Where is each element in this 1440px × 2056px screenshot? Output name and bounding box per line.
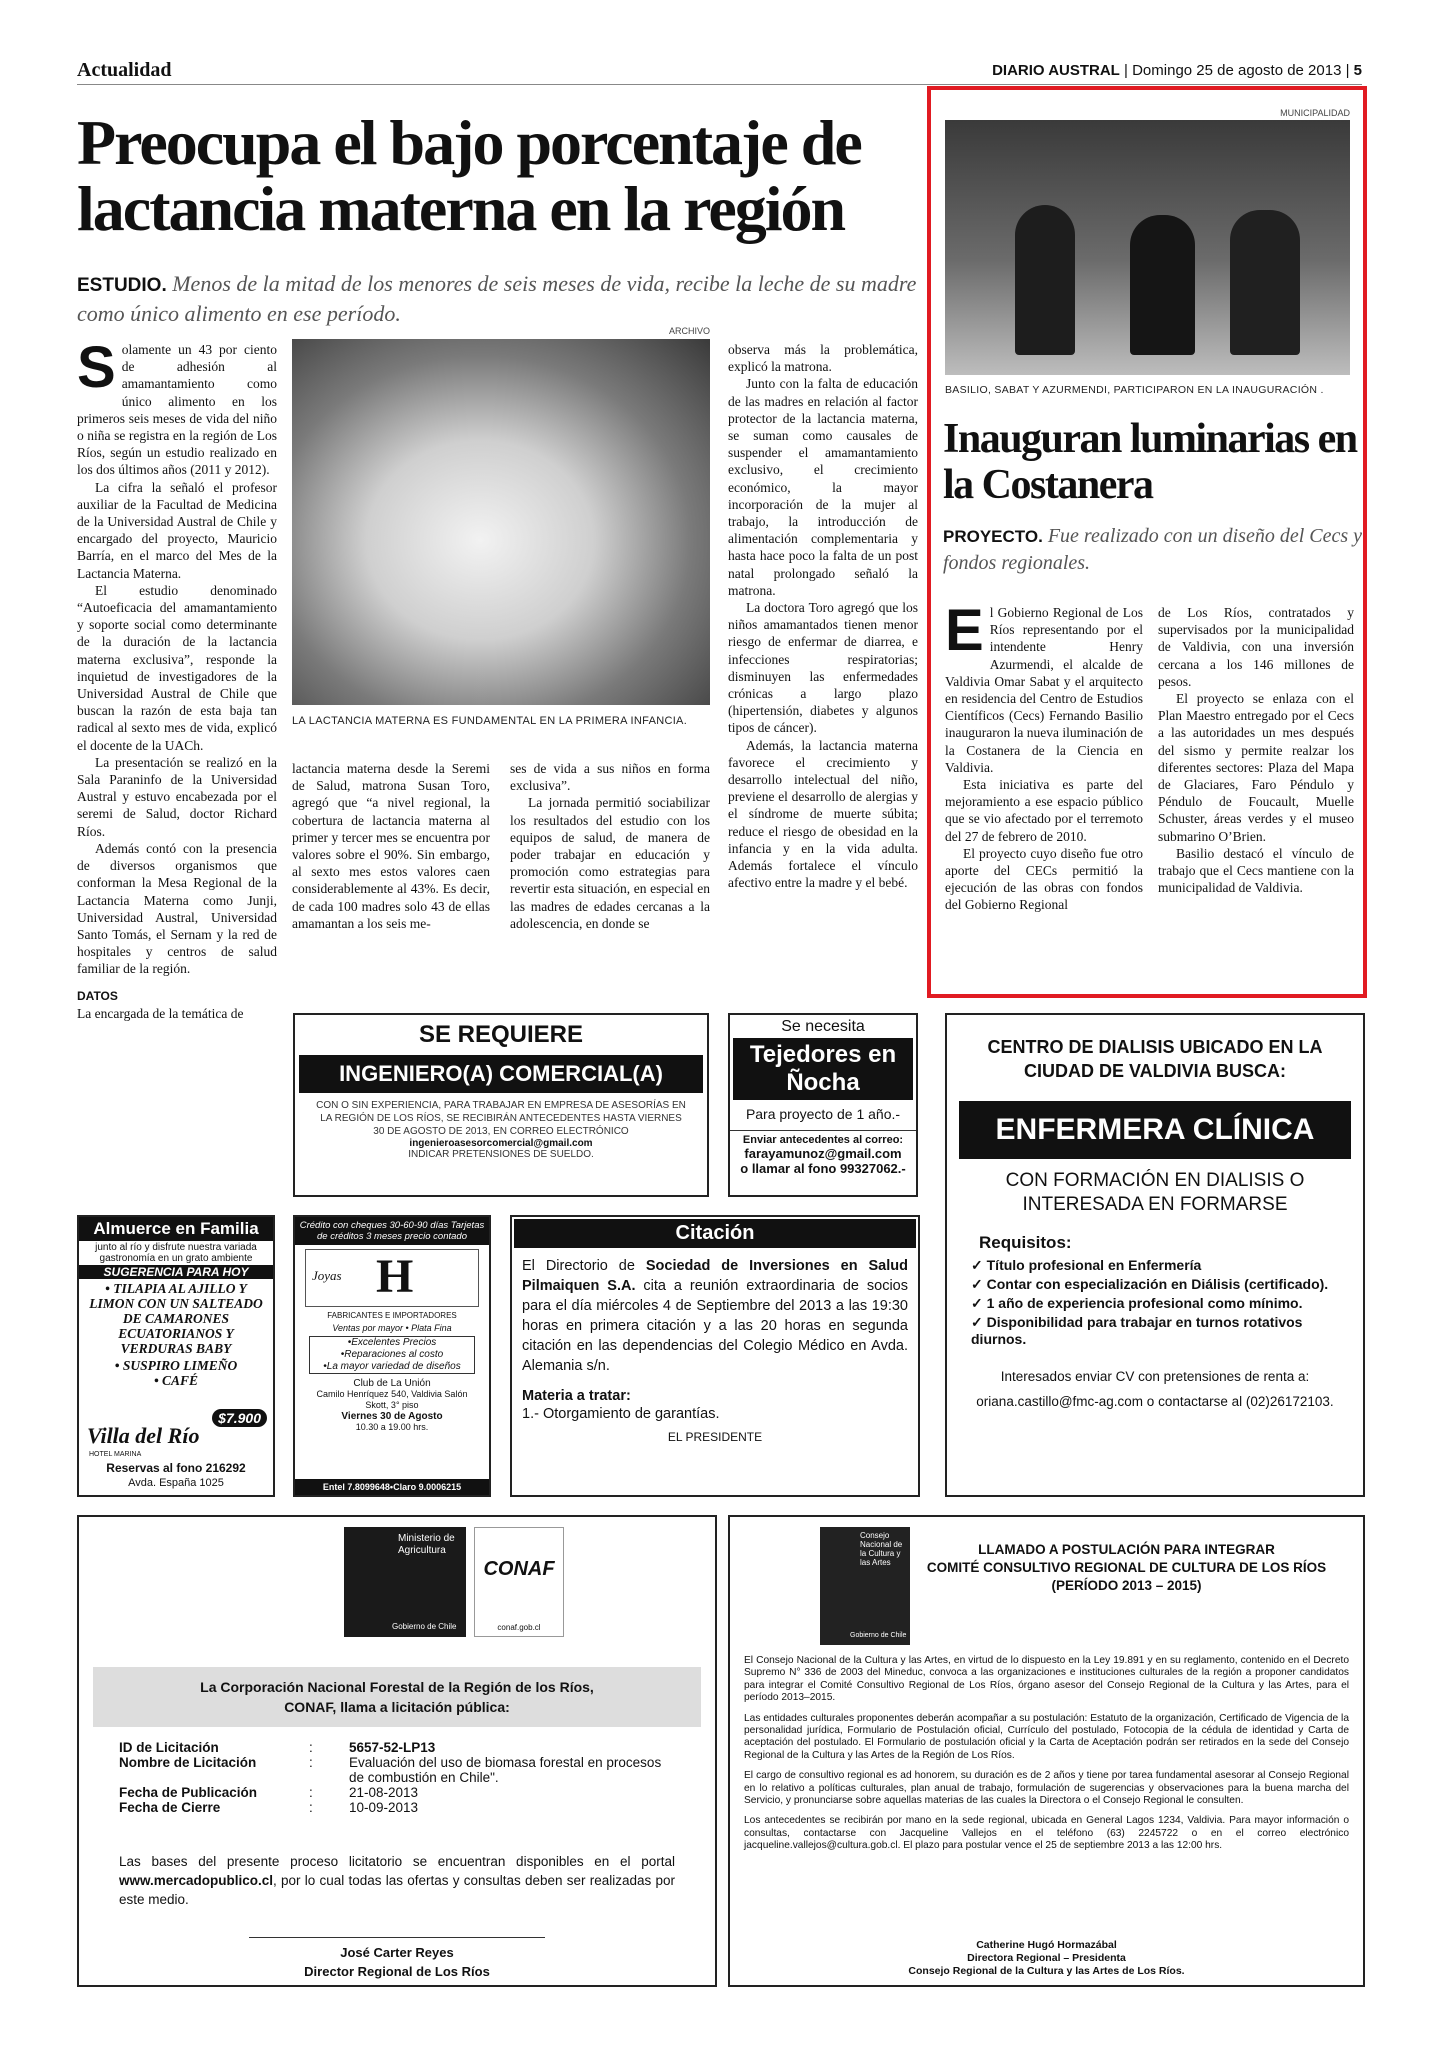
logo-text: CONAF	[483, 1558, 555, 1580]
bullet-box	[309, 1336, 475, 1374]
ad-banner: SUGERENCIA PARA HOY	[79, 1265, 273, 1279]
brand-logo: Villa del Río	[87, 1423, 200, 1448]
ad-subtitle: Materia a tratar:	[522, 1388, 631, 1404]
ad-citacion	[510, 1215, 920, 1497]
side-deck-text: Fue realizado con un diseño del Cecs y fondos regionales.	[943, 525, 1363, 574]
title-line: COMITÉ CONSULTIVO REGIONAL DE CULTURA DE LOS RÍOS	[926, 1560, 1327, 1575]
datos-label: DATOS	[77, 988, 118, 1003]
table-row: Nombre de Licitación : Evaluación del uso de biomasa forestal en procesos de combustión en Chile".	[119, 1755, 662, 1785]
paragraph: La presentación se realizó en la Sala Paraninfo de la Universidad Austral y estuvo encabezada por el seremi de Salud, doctor Richard Ríos.	[77, 754, 277, 839]
ad-body	[744, 1655, 1349, 1861]
ad-role: ENFERMERA CLÍNICA	[959, 1101, 1351, 1159]
paragraph: ses de vida a sus niños en forma exclusiva”.	[510, 761, 710, 794]
ad-role: INGENIERO(A) COMERCIAL(A)	[299, 1055, 703, 1093]
tender-table	[119, 1740, 679, 1815]
side-headline: Inauguran luminarias en la Costanera	[943, 416, 1357, 508]
drop-cap: S	[77, 335, 116, 400]
brand-box	[305, 1249, 479, 1307]
brand-logo: H	[376, 1250, 414, 1303]
side-column-1	[945, 598, 1143, 914]
ad-body: CON O SIN EXPERIENCIA, PARA TRABAJAR EN EMPRESA DE ASESORÍAS EN LA REGIÓN DE LOS RÍOS, SE RECIBIRÁN ANTECEDENTES HASTA VIERNES 30 DE AGOSTO DE 2013, EN CORREO ELECTRÓNICO	[316, 1100, 686, 1137]
list-item: ✓ 1 año de experiencia profesional como mínimo.	[971, 1295, 1303, 1311]
company-name: Sociedad de Inversiones en Salud Pilmaiquen S.A.	[522, 1258, 908, 1294]
gov-label: Gobierno de Chile	[392, 1622, 457, 1631]
ad-dialisis	[945, 1013, 1365, 1497]
paragraph: olamente un 43 por ciento de adhesión al amamantamiento como único alimento en los primeros seis meses de vida del niño o niña se registra en la región de Los Ríos, según un estudio realizado en los dos últimos años (2011 y 2012).	[77, 342, 277, 478]
ad-contact: oriana.castillo@fmc-ag.com o contactarse al (02)26172103.	[976, 1394, 1334, 1409]
ad-cultura	[728, 1515, 1365, 1987]
ad-body: Las bases del presente proceso licitatorio se encuentran disponibles en el portal www.mercadopublico.cl, por lo cual todas las ofertas y consultas deben ser realizadas por este medio.	[119, 1854, 675, 1907]
list-item: 1.- Otorgamiento de garantías.	[522, 1406, 720, 1422]
main-deck-text: Menos de la mitad de los menores de seis meses de vida, recibe la leche de su madre como único alimento en ese período.	[77, 271, 917, 326]
main-kicker: ESTUDIO.	[77, 275, 167, 296]
ad-phone: o llamar al fono 99327062.-	[740, 1161, 906, 1176]
ministry-logo	[344, 1527, 466, 1637]
ad-line: Camilo Henríquez 540, Valdivia Salón Skott, 3° piso	[316, 1389, 468, 1410]
list-item: ✓ Contar con especialización en Diálisis (certificado).	[971, 1276, 1329, 1292]
list-item: ✓ Título profesional en Enfermería	[971, 1257, 1202, 1273]
tender-link[interactable]: www.mercadopublico.cl	[119, 1873, 274, 1888]
side-deck	[943, 523, 1363, 576]
main-column-1	[77, 335, 277, 1022]
table-row: ID de Licitación : 5657-52-LP13	[119, 1740, 436, 1755]
inauguration-photo	[945, 120, 1350, 375]
signature-block	[730, 1939, 1363, 1978]
paragraph: La encargada de la temática de	[77, 1005, 244, 1021]
ad-line: 10.30 a 19.00 hrs.	[355, 1422, 429, 1432]
paragraph: Esta iniciativa es parte del mejoramiento a ese espacio público que se vio afectado por el terremoto del 27 de febrero de 2010.	[945, 777, 1143, 844]
list-item: •Reparaciones al costo	[340, 1349, 444, 1360]
council-name: Consejo Nacional de la Cultura y las Artes	[860, 1531, 903, 1567]
menu-item: • TILAPIA AL AJILLO Y LIMON CON UN SALTEADO DE CAMARONES ECUATORIANOS Y VERDURAS BABY	[89, 1281, 263, 1356]
photo-caption: LA LACTANCIA MATERNA ES FUNDAMENTAL EN LA PRIMERA INFANCIA.	[292, 715, 688, 727]
list-item: •Excelentes Precios	[347, 1337, 437, 1348]
drop-cap: E	[945, 598, 984, 663]
ad-phones: Entel 7.8099648•Claro 9.0006215	[295, 1479, 489, 1495]
ad-line: Se necesita	[781, 1018, 865, 1035]
paragraph: Basilio destacó el vínculo de trabajo que el Cecs mantiene con la municipalidad de Valdivia.	[1158, 845, 1354, 896]
paragraph: observa más la problemática, explicó la matrona.	[728, 342, 918, 375]
signer-role: Directora Regional – Presidenta	[967, 1952, 1126, 1964]
signer-role: Director Regional de Los Ríos	[304, 1964, 490, 1979]
ad-tag: FABRICANTES E IMPORTADORES	[327, 1311, 457, 1320]
title-line: (PERÍODO 2013 – 2015)	[1051, 1578, 1202, 1593]
ad-line: Viernes 30 de Agosto	[341, 1411, 443, 1422]
page-number: 5	[1353, 62, 1362, 79]
side-kicker: PROYECTO.	[943, 527, 1043, 546]
brand-side: Joyas	[312, 1268, 342, 1283]
ad-ingeniero	[293, 1013, 709, 1197]
paragraph: El cargo de consultivo regional es ad honorem, su duración es de 2 años y tiene por tarea fundamental asesorar al Consejo Regional en lo relativo a políticas culturales, plan anual de trabajo, formulación de sugerencias y observaciones para la buena marcha del Servicio, y pronunciarse sobre aquellas materias de las cuales la Directora o el Consejo Regional le consulten.	[744, 1770, 1349, 1807]
ad-contact: Interesados enviar CV con pretensiones de renta a:	[1000, 1369, 1310, 1384]
gov-label: Gobierno de Chile	[850, 1632, 907, 1639]
ad-title: Tejedores en Ñocha	[733, 1038, 913, 1100]
ad-email: ingenieroasesorcomercial@gmail.com	[409, 1138, 593, 1149]
menu-item: • CAFÉ	[153, 1373, 199, 1388]
address: Avda. España 1025	[128, 1477, 224, 1489]
main-column-4	[728, 341, 918, 892]
menu-item: • SUSPIRO LIMEÑO	[114, 1358, 238, 1373]
paragraph: Las entidades culturales proponentes deberán acompañar a su postulación: Estatuto de la organización, Certificado de Vigencia de la personalidad jurídica, Formulario de Postulación oficial, Currículo del postulado, Fotocopia de la cédula de identidad y Carta de aceptación del postulado. El Formulario de postulación oficial y la Carta de Aceptación podrán ser retirados en la sede del Consejo Regional de la Cultura y las Artes de la Región de Los Ríos.	[744, 1712, 1349, 1761]
site-label: conaf.gob.cl	[497, 1623, 541, 1632]
ad-email: farayamunoz@gmail.com	[744, 1146, 902, 1161]
ad-req-title: Requisitos:	[979, 1233, 1072, 1252]
ad-body: El Directorio de Sociedad de Inversiones en Salud Pilmaiquen S.A. cita a reunión extraordinaria de socios para el día miércoles 4 de Septiembre del 2013 a las 19:30 horas en primera citación y a las 20 horas en segunda citación en las dependencias del Colegio Médico en Avda. Alemania s/n.	[522, 1258, 908, 1374]
photo-credit: ARCHIVO	[668, 326, 710, 336]
paragraph: Junto con la falta de educación de las madres en relación al factor protector de la lactancia materna, se suman como causales de suspender el amamantamiento exclusivo, el crecimiento económico, la mayor incorporación de la mujer al trabajo, la introducción de alimentación complementaria y hasta hace poco la falta de un post natal prolongado señaló la matrona.	[728, 376, 918, 598]
list-item: ✓ Disponibilidad para trabajar en turnos rotativos diurnos.	[971, 1314, 1303, 1347]
main-column-3	[510, 760, 710, 932]
ad-top: Crédito con cheques 30-60-90 días Tarjetas de créditos 3 meses precio contado	[295, 1217, 489, 1245]
ad-line: Para proyecto de 1 año.-	[745, 1106, 901, 1122]
council-logo	[820, 1527, 910, 1645]
issue-date: Domingo 25 de agosto de 2013	[1132, 62, 1342, 79]
ad-line: Ventas por mayor • Plata Fina	[332, 1323, 452, 1333]
paragraph: La jornada permitió sociabilizar los resultados del estudio con los equipos de salud, de manera de poder trabajar en educación y promoción como estrategias para revertir esta situación, en especial en las madres de edades cercanas a la adolescencia, en donde se	[510, 795, 710, 931]
ad-footer: INDICAR PRETENSIONES DE SUELDO.	[408, 1149, 594, 1160]
main-column-2	[292, 760, 490, 932]
ad-title: CENTRO DE DIALISIS UBICADO EN LA CIUDAD DE VALDIVIA BUSCA:	[987, 1037, 1323, 1081]
main-headline: Preocupa el bajo porcentaje de lactancia materna en la región	[77, 107, 861, 244]
ad-title: La Corporación Nacional Forestal de la Región de los Ríos, CONAF, llama a licitación pública:	[93, 1667, 701, 1727]
ad-subtitle: junto al río y disfrute nuestra variada gastronomía en un grato ambiente	[95, 1242, 257, 1264]
ad-title: Almuerce en Familia	[79, 1217, 273, 1241]
paragraph: Además contó con la presencia de diversos organismos que conforman la Mesa Regional de la Lactancia Materna como Junji, Universidad Austral, Universidad Santo Tomás, el Sernam y la red de hospitales y centros de salud familiar de la región.	[77, 840, 277, 977]
section-label: Actualidad	[77, 59, 172, 81]
breastfeeding-photo	[292, 339, 710, 705]
signer-name: José Carter Reyes	[340, 1945, 454, 1960]
paragraph: El proyecto se enlaza con el Plan Maestro entregado por el Cecs a las autoridades un mes después del sismo y permite realzar los diferentes sectores: Plaza del Mapa de Glaciares, Faro Péndulo y Péndulo de Foucault, Muelle Schuster, áreas verdes y el museo submarino O’Brien.	[1158, 691, 1354, 844]
paragraph: Además, la lactancia materna favorece el crecimiento y desarrollo intelectual del niño, previene el desarrollo de alergias y el síndrome de muerte súbita; reduce el riesgo de obesidad en la infancia y en la vida adulta. Además fortalece el vínculo afectivo entre la madre y el bebé.	[728, 737, 918, 891]
ad-jewelry	[293, 1215, 491, 1497]
reservas: Reservas al fono 216292	[106, 1461, 246, 1475]
ad-title: SE REQUIERE	[418, 1021, 584, 1048]
ad-tejedores	[728, 1013, 918, 1197]
side-column-2	[1158, 604, 1354, 896]
paragraph: l Gobierno Regional de Los Ríos representando por el intendente Henry Azurmendi, el alcalde de Valdivia Omar Sabat y el arquitecto en residencia del Centro de Estudios Científicos (Cecs) Fernando Basilio inauguraron la nueva iluminación de la Costanera de la Ciencia en Valdivia.	[945, 605, 1143, 775]
masthead: DIARIO AUSTRAL | Domingo 25 de agosto de 2013 | 5	[992, 62, 1362, 79]
table-row: Fecha de Cierre : 10-09-2013	[119, 1800, 419, 1815]
title-line: LLAMADO A POSTULACIÓN PARA INTEGRAR	[978, 1542, 1275, 1557]
paragraph: El estudio denominado “Autoeficacia del amamantamiento y soporte social como determinante de la duración de la lactancia materna exclusiva”, responde la inquietud de investigadores de la Universidad Austral de Chile que buscan la razón de esta baja tan radical al sexto mes de vida, explicó el docente de la UACh.	[77, 582, 277, 753]
main-deck	[77, 270, 917, 328]
paragraph: El Consejo Nacional de la Cultura y las Artes, en virtud de lo dispuesto en la Ley 19.891 y en su reglamento, contenido en el Decreto Supremo N° 336 de 2003 del Mineduc, convoca a las organizaciones e instituciones culturales de la región a proponer candidatos para integrar el Comité Consultivo Regional de Los Ríos, órgano asesor del Consejo Regional de la Cultura y las Artes, para el período 2013–2015.	[744, 1655, 1349, 1704]
header-rule	[77, 84, 1362, 85]
paragraph: El proyecto cuyo diseño fue otro aporte del CECs permitió la ejecución de las obras con fondos del Gobierno Regional	[945, 845, 1143, 913]
photo-caption: BASILIO, SABAT Y AZURMENDI, PARTICIPARON EN LA INAUGURACIÓN .	[945, 384, 1324, 396]
ad-title: Citación	[514, 1219, 916, 1248]
ad-line: Enviar antecedentes al correo:	[730, 1130, 916, 1146]
ad-signature: EL PRESIDENTE	[667, 1430, 763, 1444]
price-badge: $7.900	[212, 1409, 267, 1427]
ad-title	[910, 1541, 1343, 1595]
ministry-name: Ministerio de Agricultura	[398, 1533, 455, 1556]
paragraph: La cifra la señaló el profesor auxiliar de la Facultad de Medicina de la Universidad Austral de Chile y encargado del proyecto, Mauricio Barría, en el marco del Mes de la Lactancia Materna.	[77, 479, 277, 581]
table-row: Fecha de Publicación : 21-08-2013	[119, 1785, 419, 1800]
paragraph: La doctora Toro agregó que los niños amamantados tienen menor riesgo de enfermar de diarrea, e infecciones respiratorias; disminuyen las enfermedades crónicas a largo plazo (hipertensión, diabetes y algunos tipos de cáncer).	[728, 600, 918, 736]
ad-restaurant	[77, 1215, 275, 1497]
paragraph: lactancia materna desde la Seremi de Salud, matrona Susan Toro, agregó que “a nivel regional, la cobertura de lactancia materna al primer y tercer mes se encuentra por valores sobre el 90%. Sin embargo, al sexto mes estos valores caen considerablemente al 43%. Es decir, de cada 100 madres solo 43 de ellas amamantan a los seis me-	[292, 761, 490, 931]
list-item: •La mayor variedad de diseños	[323, 1361, 461, 1372]
signer-org: Consejo Regional de la Cultura y las Artes de Los Ríos.	[908, 1965, 1185, 1977]
photo-credit: MUNICIPALIDAD	[1280, 108, 1350, 118]
signer-name: Catherine Hugó Hormazábal	[976, 1939, 1117, 1951]
requirements-list	[971, 1257, 1343, 1347]
hotel-label: HOTEL MARINA	[89, 1451, 142, 1458]
paper-name: DIARIO AUSTRAL	[992, 62, 1120, 79]
ad-conaf	[77, 1515, 717, 1987]
paragraph: Los antecedentes se recibirán por mano en la sede regional, ubicada en General Lagos 1234, Valdivia. Para mayor información o consultas, contactarse con Jacqueline Vallejos en el teléfono (63) 2245722 o en el correo electrónico jacqueline.vallejos@cultura.gob.cl. El plazo para postular vence el 25 de septiembre 2013 a las 12:00 hrs.	[744, 1815, 1349, 1852]
conaf-logo	[474, 1527, 564, 1637]
ad-subtitle: CON FORMACIÓN EN DIALISIS O INTERESADA EN FORMARSE	[1005, 1170, 1305, 1215]
paragraph: de Los Ríos, contratados y supervisados por la municipalidad de Valdivia, con una inversión cercana a los 146 millones de pesos.	[1158, 605, 1354, 689]
ad-line: Club de La Unión	[353, 1378, 431, 1389]
